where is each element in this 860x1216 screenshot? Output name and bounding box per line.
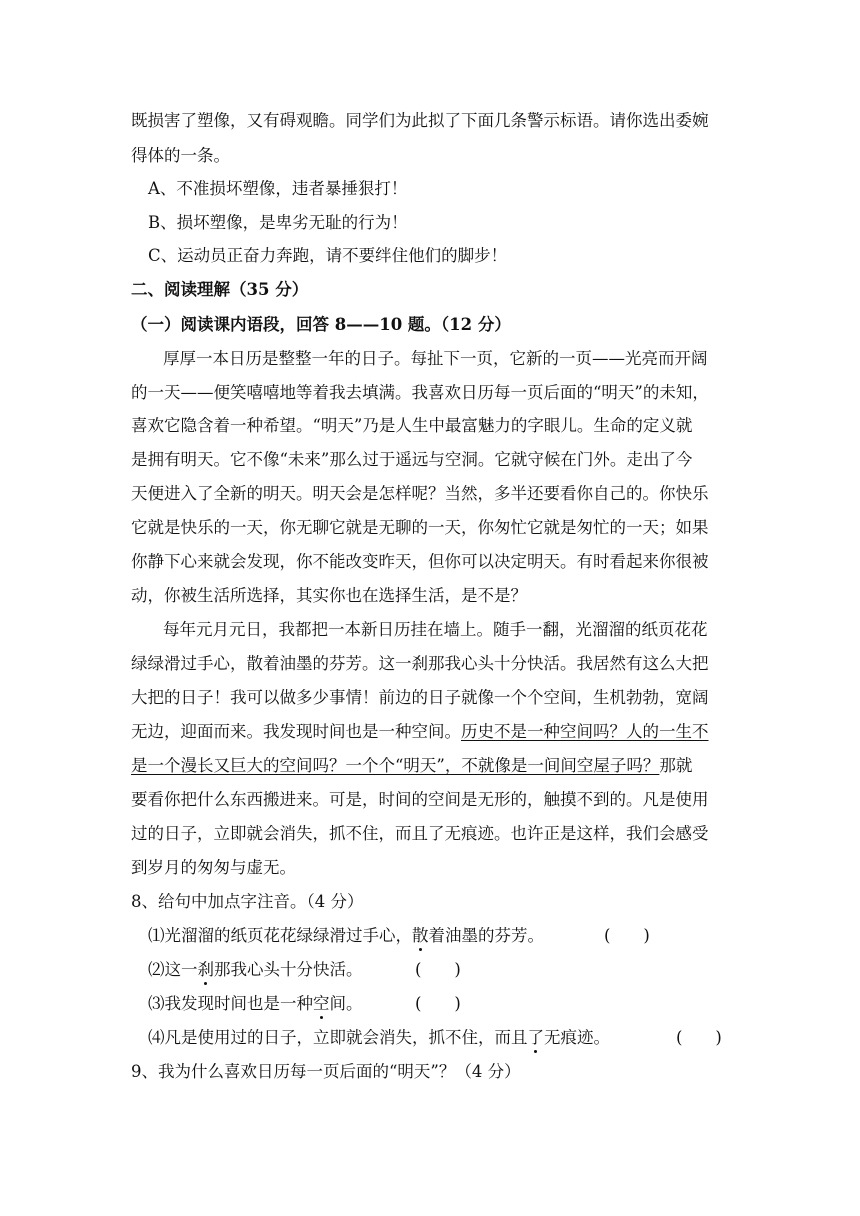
para1-line: 你静下心来就会发现，你不能改变昨天，但你可以决定明天。有时看起来你很被: [131, 552, 709, 571]
q8-item-4: [148, 1027, 610, 1049]
para2-text: 无边，迎面而来。我发现时间也是一种空间。: [131, 722, 461, 741]
answer-blank[interactable]: ( ): [604, 926, 650, 945]
para2-line: [131, 721, 709, 743]
q8-item-text: 间。: [329, 994, 363, 1013]
para2-line: 每年元月元日，我都把一本新日历挂在墙上。随手一翻，光溜溜的纸页花花: [163, 620, 708, 639]
para1-line: 喜欢它隐含着一种希望。“明天”乃是人生中最富魅力的字眼儿。生命的定义就: [131, 416, 693, 435]
para2-line: [131, 755, 692, 777]
q8-item-3: [148, 993, 363, 1015]
para2-line: 绿绿滑过手心，散着油墨的芬芳。这一刹那我心头十分快活。我居然有这么大把: [131, 654, 709, 673]
dotted-char: 了: [527, 1028, 544, 1047]
q8-item-text: 那我心头十分快活。: [214, 960, 363, 979]
question-8-title: 8、给句中加点字注音。（4 分）: [131, 892, 364, 911]
para2-line: 过的日子，立即就会消失，抓不住，而且了无痕迹。也许正是这样，我们会感受: [131, 824, 709, 843]
intro-line-2: 得体的一条。: [131, 146, 230, 165]
q8-item-2: [148, 959, 363, 981]
para1-line: 的一天——便笑嘻嘻地等着我去填满。我喜欢日历每一页后面的“明天”的未知，: [131, 383, 709, 402]
q8-item-1: [148, 925, 544, 947]
answer-blank[interactable]: ( ): [415, 960, 461, 979]
answer-blank[interactable]: ( ): [415, 994, 461, 1013]
para2-line: 大把的日子！我可以做多少事情！前边的日子就像一个个空间，生机勃勃，宽阔: [131, 688, 709, 707]
dotted-char: 散: [412, 926, 429, 945]
underlined-sentence: 历史不是一种空间吗？人的一生不: [461, 722, 709, 741]
question-9-title: 9、我为什么喜欢日历每一页后面的“明天”？（4 分）: [131, 1062, 521, 1081]
para1-line: 厚厚一本日历是整整一年的日子。每扯下一页，它新的一页——光亮而开阔: [163, 349, 708, 368]
para2-line: 要看你把什么东西搬进来。可是，时间的空间是无形的，触摸不到的。凡是使用: [131, 790, 709, 809]
q8-item-text: ⑴光溜溜的纸页花花绿绿滑过手心，: [148, 926, 412, 945]
para2-text: 那就: [659, 756, 693, 775]
para2-line: 到岁月的匆匆与虚无。: [131, 858, 296, 877]
para1-line: 它就是快乐的一天，你无聊它就是无聊的一天，你匆忙它就是匆忙的一天；如果: [131, 518, 709, 537]
para1-line: 动，你被生活所选择，其实你也在选择生活，是不是？: [131, 586, 527, 605]
intro-line-1: 既损害了塑像，又有碍观瞻。同学们为此拟了下面几条警示标语。请你选出委婉: [131, 111, 709, 130]
answer-blank[interactable]: ( ): [676, 1028, 722, 1047]
option-b: B、损坏塑像，是卑劣无耻的行为！: [148, 213, 408, 232]
option-c: C、运动员正奋力奔跑，请不要绊住他们的脚步！: [148, 246, 508, 265]
q8-item-text: ⑶我发现时间也是一种: [148, 994, 313, 1013]
dotted-char: 刹: [197, 960, 214, 979]
sub-title: （一）阅读课内语段，回答 8——10 题。（12 分）: [131, 315, 511, 334]
q8-item-text: ⑵这一: [148, 960, 198, 979]
section-title: 二、阅读理解（35 分）: [131, 280, 309, 299]
option-a: A、不准损坏塑像，违者暴捶狠打！: [148, 179, 408, 198]
q8-item-text: 无痕迹。: [544, 1028, 610, 1047]
para1-line: 天便进入了全新的明天。明天会是怎样呢？当然，多半还要看你自己的。你快乐: [131, 484, 709, 503]
underlined-sentence: 是一个漫长又巨大的空间吗？一个个“明天”，不就像是一间间空屋子吗？: [131, 756, 660, 775]
dotted-char: 空: [313, 994, 330, 1013]
para1-line: 是拥有明天。它不像“未来”那么过于遥远与空洞。它就守候在门外。走出了今: [131, 450, 693, 469]
q8-item-text: ⑷凡是使用过的日子，立即就会消失，抓不住，而且: [148, 1028, 528, 1047]
q8-item-text: 着油墨的芬芳。: [428, 926, 544, 945]
